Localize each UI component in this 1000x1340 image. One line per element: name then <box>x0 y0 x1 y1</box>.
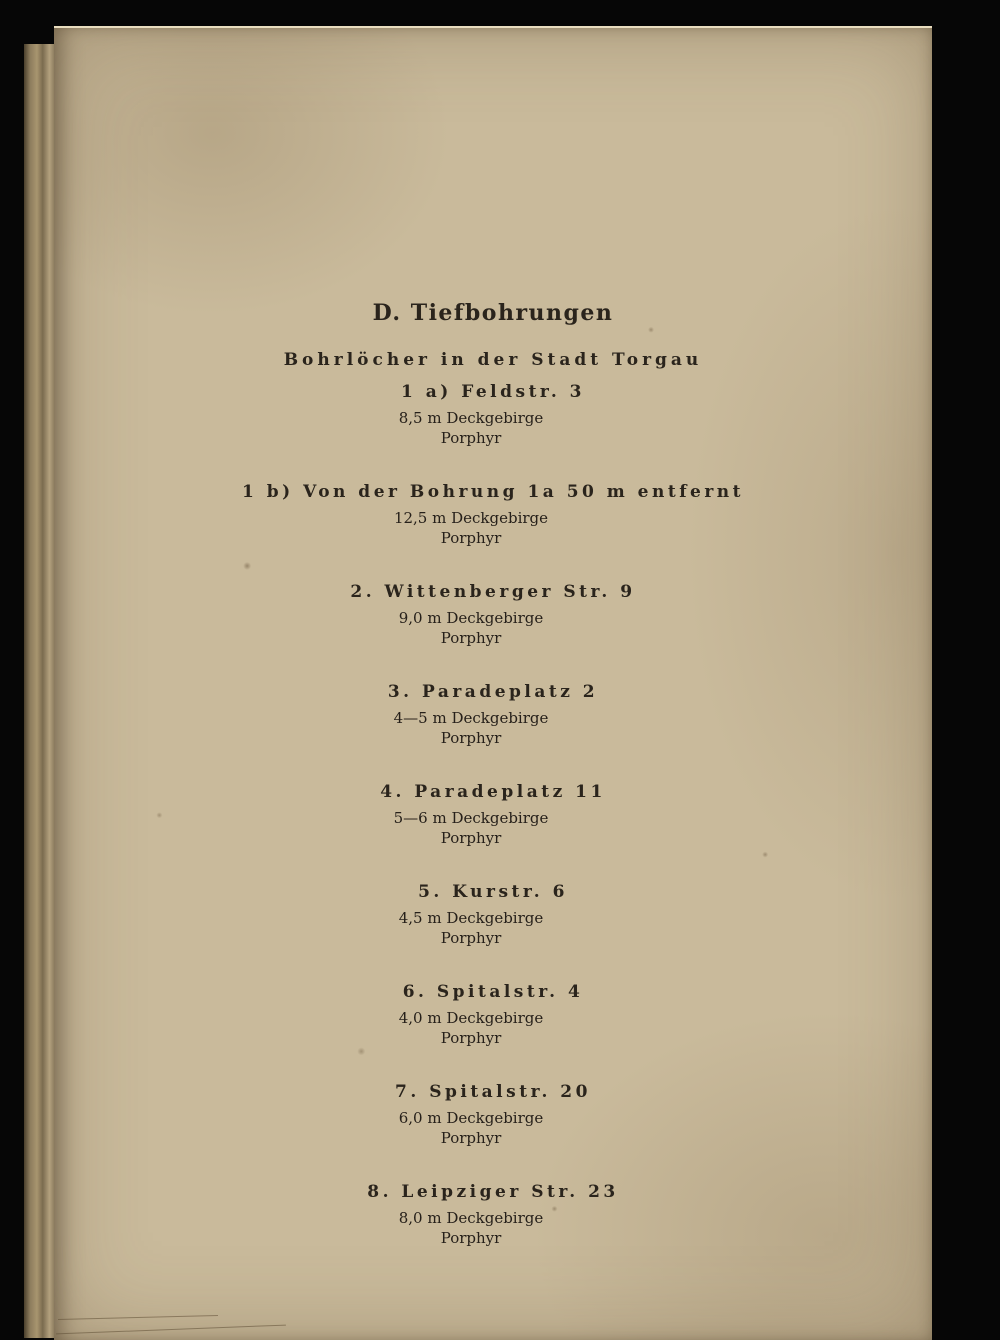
borehole-entry <box>54 382 932 448</box>
entry-rock-line: Porphyr <box>440 829 502 847</box>
entry-rock-line: Porphyr <box>440 929 502 947</box>
entry-heading: 6. Spitalstr. 4 <box>402 982 584 1002</box>
entry-heading: 7. Spitalstr. 20 <box>395 1082 591 1102</box>
entry-heading: 5. Kurstr. 6 <box>418 882 568 902</box>
entry-depth-line: 12,5 m Deckgebirge <box>393 509 549 527</box>
entry-depth-line: 4,0 m Deckgebirge <box>398 1009 544 1027</box>
entry-details <box>32 1109 910 1148</box>
entry-rock-line: Porphyr <box>440 1229 502 1247</box>
entry-rock-line: Porphyr <box>440 529 502 547</box>
entry-depth-line: 8,5 m Deckgebirge <box>398 409 544 427</box>
entry-heading: 1 a) Feldstr. 3 <box>400 382 585 402</box>
entry-details <box>32 909 910 948</box>
entry-depth-line: 9,0 m Deckgebirge <box>398 609 544 627</box>
page-title: D. Tiefbohrungen <box>372 300 614 326</box>
borehole-entry <box>54 482 932 548</box>
entry-rock-line: Porphyr <box>440 429 502 447</box>
entry-details <box>32 1209 910 1248</box>
entry-rock-line: Porphyr <box>440 629 502 647</box>
borehole-entry <box>54 782 932 848</box>
entry-heading: 4. Paradeplatz 11 <box>380 782 606 802</box>
entry-details <box>32 609 910 648</box>
entry-heading: 8. Leipziger Str. 23 <box>367 1182 619 1202</box>
entry-depth-line: 6,0 m Deckgebirge <box>398 1109 544 1127</box>
borehole-entry <box>54 682 932 748</box>
entry-rock-line: Porphyr <box>440 1129 502 1147</box>
scanned-page <box>54 26 932 1340</box>
entry-details <box>32 1009 910 1048</box>
entry-details <box>32 709 910 748</box>
entry-depth-line: 4,5 m Deckgebirge <box>398 909 544 927</box>
borehole-entry <box>54 982 932 1048</box>
entry-heading: 2. Wittenberger Str. 9 <box>350 582 636 602</box>
entry-rock-line: Porphyr <box>440 729 502 747</box>
borehole-entry <box>54 882 932 948</box>
entry-details <box>32 509 910 548</box>
entry-heading: 1 b) Von der Bohrung 1a 50 m entfernt <box>241 482 745 502</box>
entry-details <box>32 809 910 848</box>
entry-depth-line: 8,0 m Deckgebirge <box>398 1209 544 1227</box>
page-content <box>54 28 932 1248</box>
entry-details <box>32 409 910 448</box>
entry-depth-line: 4—5 m Deckgebirge <box>393 709 549 727</box>
entry-depth-line: 5—6 m Deckgebirge <box>393 809 549 827</box>
entry-rock-line: Porphyr <box>440 1029 502 1047</box>
page-bottom-edge-line <box>58 1315 218 1320</box>
page-bottom-edge-line <box>56 1325 286 1335</box>
page-subtitle: Bohrlöcher in der Stadt Torgau <box>283 350 703 370</box>
borehole-entry <box>54 1182 932 1248</box>
borehole-entry <box>54 1082 932 1148</box>
borehole-entry <box>54 582 932 648</box>
entry-heading: 3. Paradeplatz 2 <box>387 682 599 702</box>
